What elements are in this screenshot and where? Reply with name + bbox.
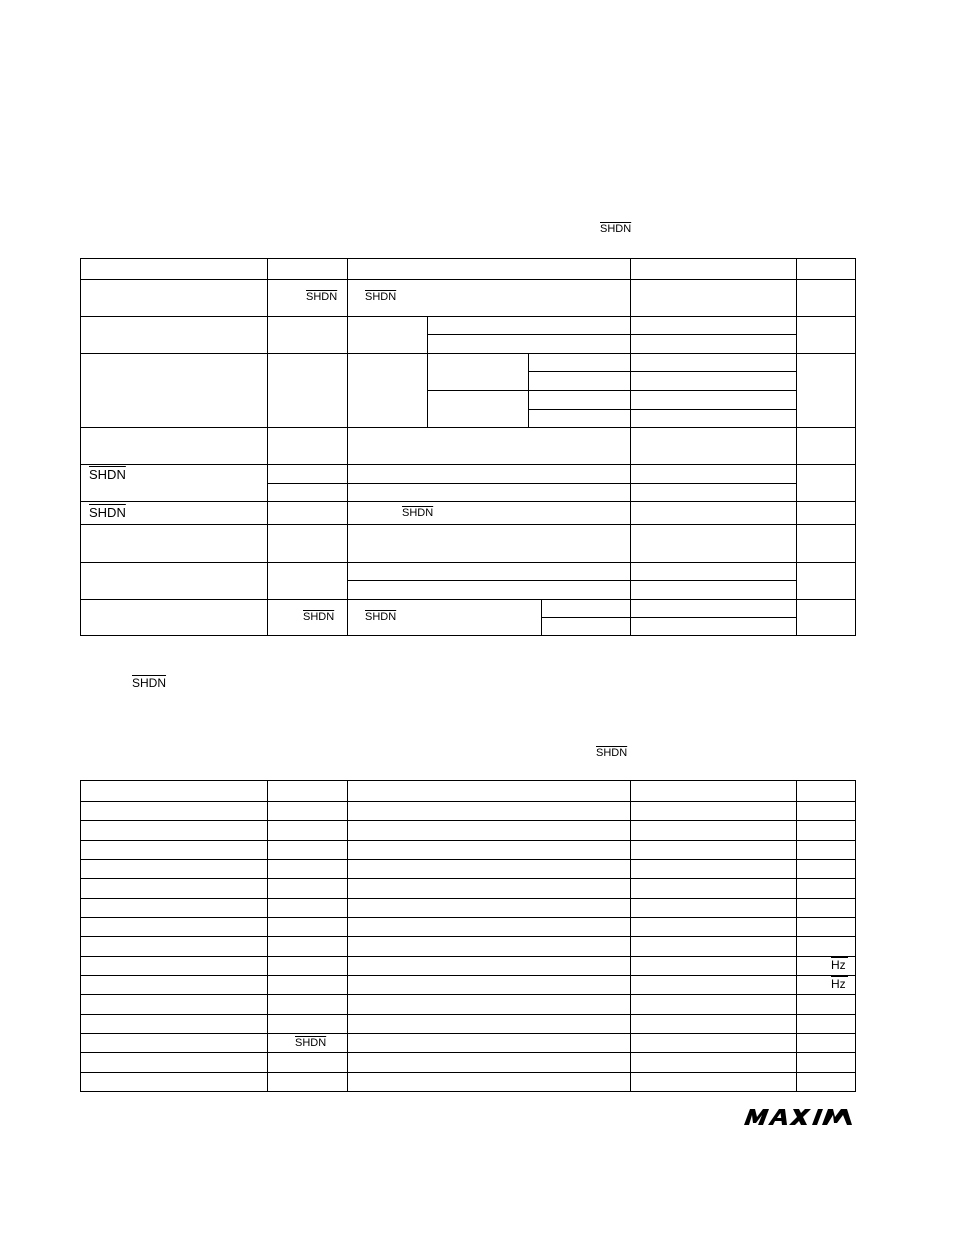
maxim-logo xyxy=(742,1108,854,1126)
sqrt-bar-1 xyxy=(831,957,848,958)
shdn-label-table2-symbol: SHDN xyxy=(295,1037,327,1049)
shdn-label-row7-conditions: SHDN xyxy=(402,507,434,519)
shdn-label-row9-symbol: SHDN xyxy=(303,611,335,623)
shdn-label-row2-symbol: SHDN xyxy=(306,291,338,303)
shdn-label-row9-conditions: SHDN xyxy=(365,611,397,623)
shdn-label-header-1: SHDN xyxy=(600,223,632,235)
shdn-label-note: SHDN xyxy=(132,676,167,690)
unit-hz-row2: Hz xyxy=(831,977,846,991)
shdn-label-row6-parameter: SHDN xyxy=(89,467,126,482)
unit-hz-row1: Hz xyxy=(831,958,846,972)
shdn-label-row2-conditions: SHDN xyxy=(365,291,397,303)
shdn-label-row7-parameter: SHDN xyxy=(89,505,126,520)
shdn-label-header-2: SHDN xyxy=(596,747,628,759)
sqrt-bar-2 xyxy=(831,976,848,977)
